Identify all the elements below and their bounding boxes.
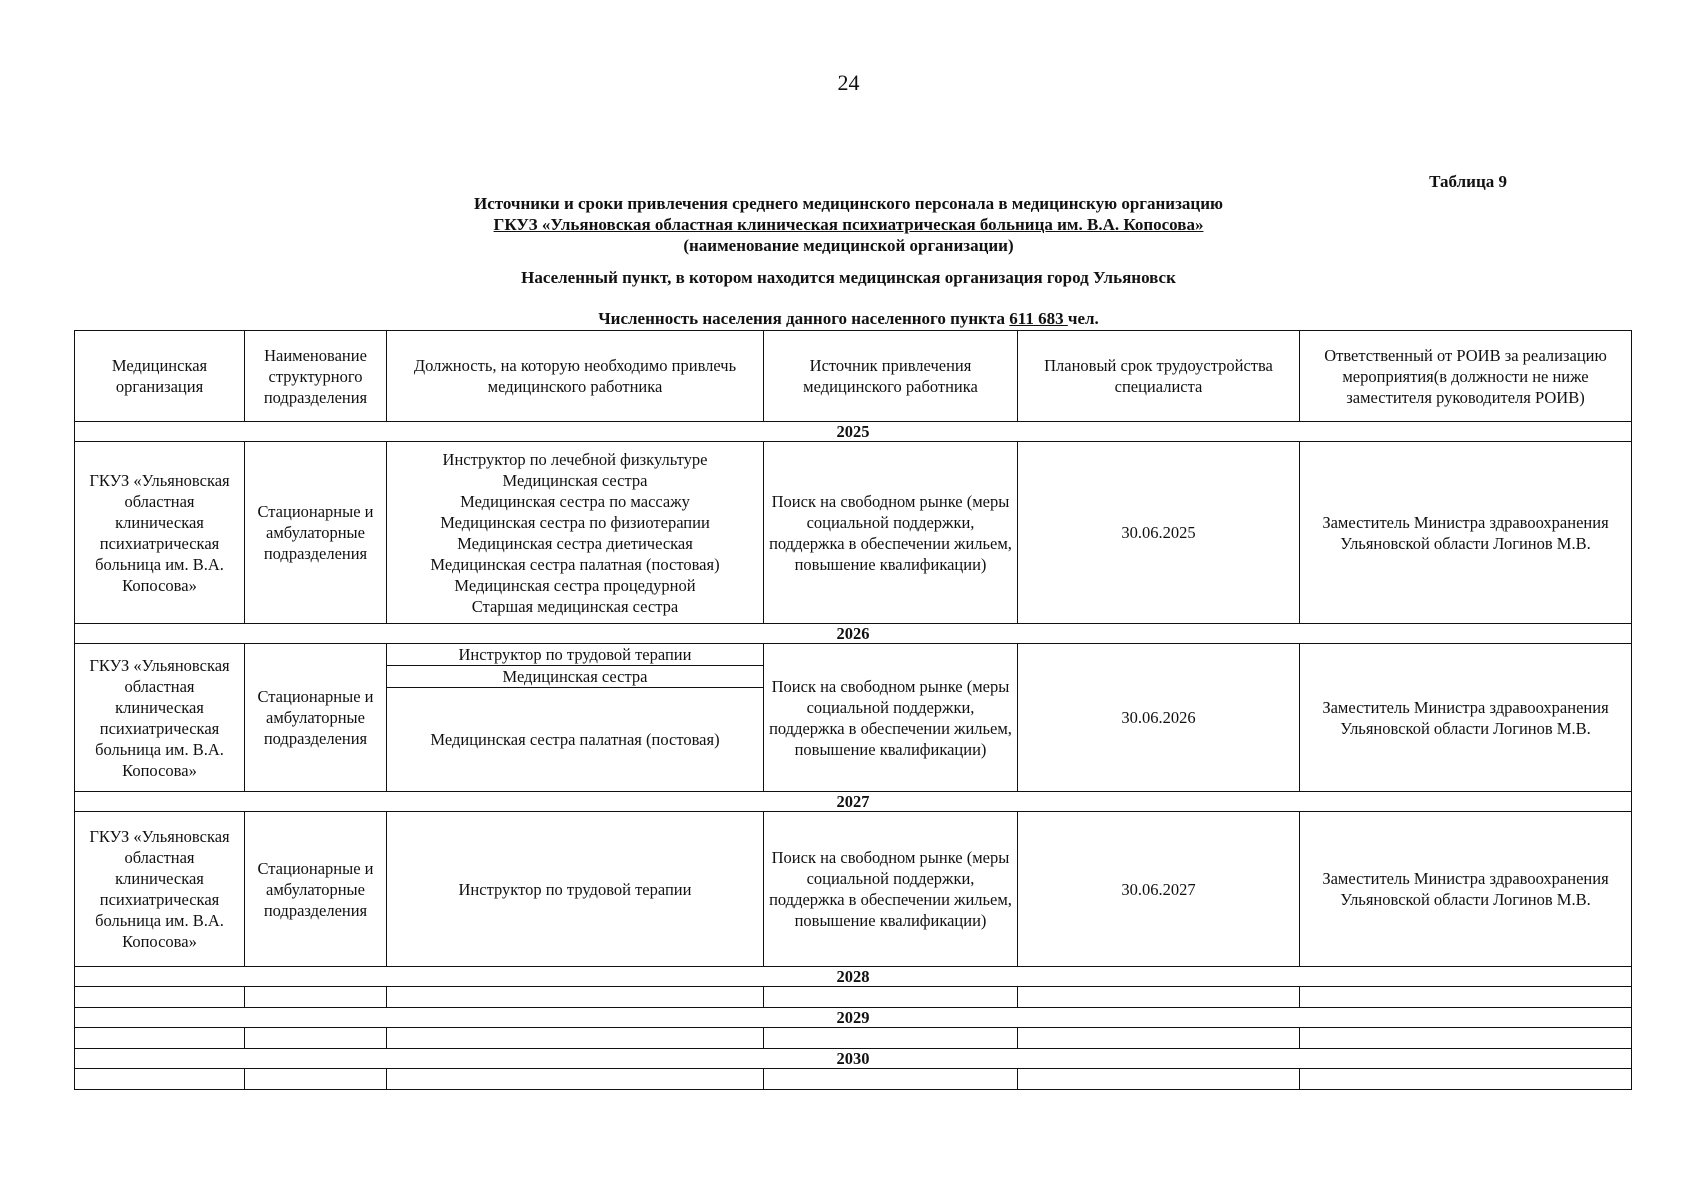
deadline-cell: 30.06.2027 — [1018, 812, 1300, 967]
year-row — [75, 1008, 1632, 1028]
empty-row — [75, 1069, 1632, 1090]
position-item: Медицинская сестра по массажу — [460, 491, 690, 511]
organization-title-text: ГКУЗ «Ульяновская областная клиническая психиатрическая больница им. В.А. Копосова» — [493, 215, 1204, 234]
department-cell: Стационарные и амбулаторные подразделения — [245, 644, 387, 792]
empty-cell — [245, 1028, 387, 1049]
deadline-cell: 30.06.2025 — [1018, 442, 1300, 624]
locality-line: Населенный пункт, в котором находится медицинская организация город Ульяновск — [521, 268, 1176, 287]
year-row — [75, 792, 1632, 812]
position-item: Медицинская сестра диетическая — [457, 533, 693, 553]
source-cell: Поиск на свободном рынке (меры социальной поддержки, поддержка в обеспечении жильем, повышение квалификации) — [764, 644, 1018, 792]
empty-cell — [1300, 1028, 1632, 1049]
empty-cell — [764, 1069, 1018, 1090]
position-item: Инструктор по лечебной физкультуре — [442, 449, 708, 469]
position-item: Инструктор по трудовой терапии — [387, 644, 764, 666]
empty-cell — [1018, 987, 1300, 1008]
position-item: Старшая медицинская сестра — [471, 596, 679, 616]
empty-cell — [764, 1028, 1018, 1049]
population-value: 611 683 — [1009, 309, 1068, 328]
column-header: Должность, на которую необходимо привлечь медицинского работника — [387, 331, 764, 422]
year-label: 2028 — [75, 967, 1632, 987]
empty-cell — [245, 987, 387, 1008]
column-header: Плановый срок трудоустройства специалиста — [1018, 331, 1300, 422]
empty-cell — [245, 1069, 387, 1090]
year-row — [75, 422, 1632, 442]
title-line-1: Источники и сроки привлечения среднего медицинского персонала в медицинскую организацию — [473, 194, 1224, 213]
organization-cell: ГКУЗ «Ульяновская областная клиническая психиатрическая больница им. В.А. Копосова» — [75, 644, 245, 792]
organization-cell: ГКУЗ «Ульяновская областная клиническая психиатрическая больница им. В.А. Копосова» — [75, 442, 245, 624]
year-label: 2026 — [75, 624, 1632, 644]
year-label: 2025 — [75, 422, 1632, 442]
position-item: Инструктор по трудовой терапии — [387, 812, 764, 967]
deadline-cell: 30.06.2026 — [1018, 644, 1300, 792]
department-cell: Стационарные и амбулаторные подразделения — [245, 812, 387, 967]
empty-cell — [75, 1069, 245, 1090]
empty-cell — [75, 1028, 245, 1049]
position-item: Медицинская сестра палатная (постовая) — [387, 688, 764, 792]
position-item: Медицинская сестра палатная (постовая) — [430, 554, 720, 574]
population-prefix: Численность населения данного населенного пункта — [598, 309, 1010, 328]
empty-cell — [1018, 1069, 1300, 1090]
empty-row — [75, 1028, 1632, 1049]
responsible-cell: Заместитель Министра здравоохранения Ульяновской области Логинов М.В. — [1300, 644, 1632, 792]
year-label: 2030 — [75, 1049, 1632, 1069]
position-item: Медицинская сестра процедурной — [454, 575, 696, 595]
empty-cell — [1300, 987, 1632, 1008]
column-header: Наименование структурного подразделения — [245, 331, 387, 422]
source-cell: Поиск на свободном рынке (меры социальной поддержки, поддержка в обеспечении жильем, повышение квалификации) — [764, 812, 1018, 967]
empty-cell — [387, 987, 764, 1008]
empty-cell — [1300, 1069, 1632, 1090]
population-line — [0, 309, 1697, 329]
positions-cell — [387, 442, 764, 624]
position-item: Медицинская сестра — [387, 666, 764, 688]
year-row — [75, 967, 1632, 987]
column-header: Медицинская организация — [75, 331, 245, 422]
staffing-table — [74, 330, 1632, 1090]
empty-cell — [1018, 1028, 1300, 1049]
empty-cell — [387, 1069, 764, 1090]
column-header: Источник привлечения медицинского работника — [764, 331, 1018, 422]
table-label: Таблица 9 — [1429, 172, 1507, 191]
page-number: 24 — [837, 70, 860, 95]
table-row — [75, 812, 1632, 967]
empty-row — [75, 987, 1632, 1008]
table-row — [75, 644, 1632, 666]
department-cell: Стационарные и амбулаторные подразделения — [245, 442, 387, 624]
position-item: Медицинская сестра по физиотерапии — [440, 512, 710, 532]
responsible-cell: Заместитель Министра здравоохранения Ульяновской области Логинов М.В. — [1300, 812, 1632, 967]
responsible-cell: Заместитель Министра здравоохранения Ульяновской области Логинов М.В. — [1300, 442, 1632, 624]
year-row — [75, 1049, 1632, 1069]
year-label: 2029 — [75, 1008, 1632, 1028]
title-line-3: (наименование медицинской организации) — [683, 236, 1014, 255]
organization-title — [0, 215, 1697, 235]
population-suffix: чел. — [1067, 309, 1099, 328]
source-cell: Поиск на свободном рынке (меры социальной поддержки, поддержка в обеспечении жильем, повышение квалификации) — [764, 442, 1018, 624]
organization-cell: ГКУЗ «Ульяновская областная клиническая психиатрическая больница им. В.А. Копосова» — [75, 812, 245, 967]
empty-cell — [75, 987, 245, 1008]
header-row — [75, 331, 1632, 422]
year-row — [75, 624, 1632, 644]
table-row — [75, 442, 1632, 624]
year-label: 2027 — [75, 792, 1632, 812]
column-header: Ответственный от РОИВ за реализацию мероприятия(в должности не ниже заместителя руководителя РОИВ) — [1300, 331, 1632, 422]
empty-cell — [764, 987, 1018, 1008]
position-item: Медицинская сестра — [502, 470, 648, 490]
empty-cell — [387, 1028, 764, 1049]
